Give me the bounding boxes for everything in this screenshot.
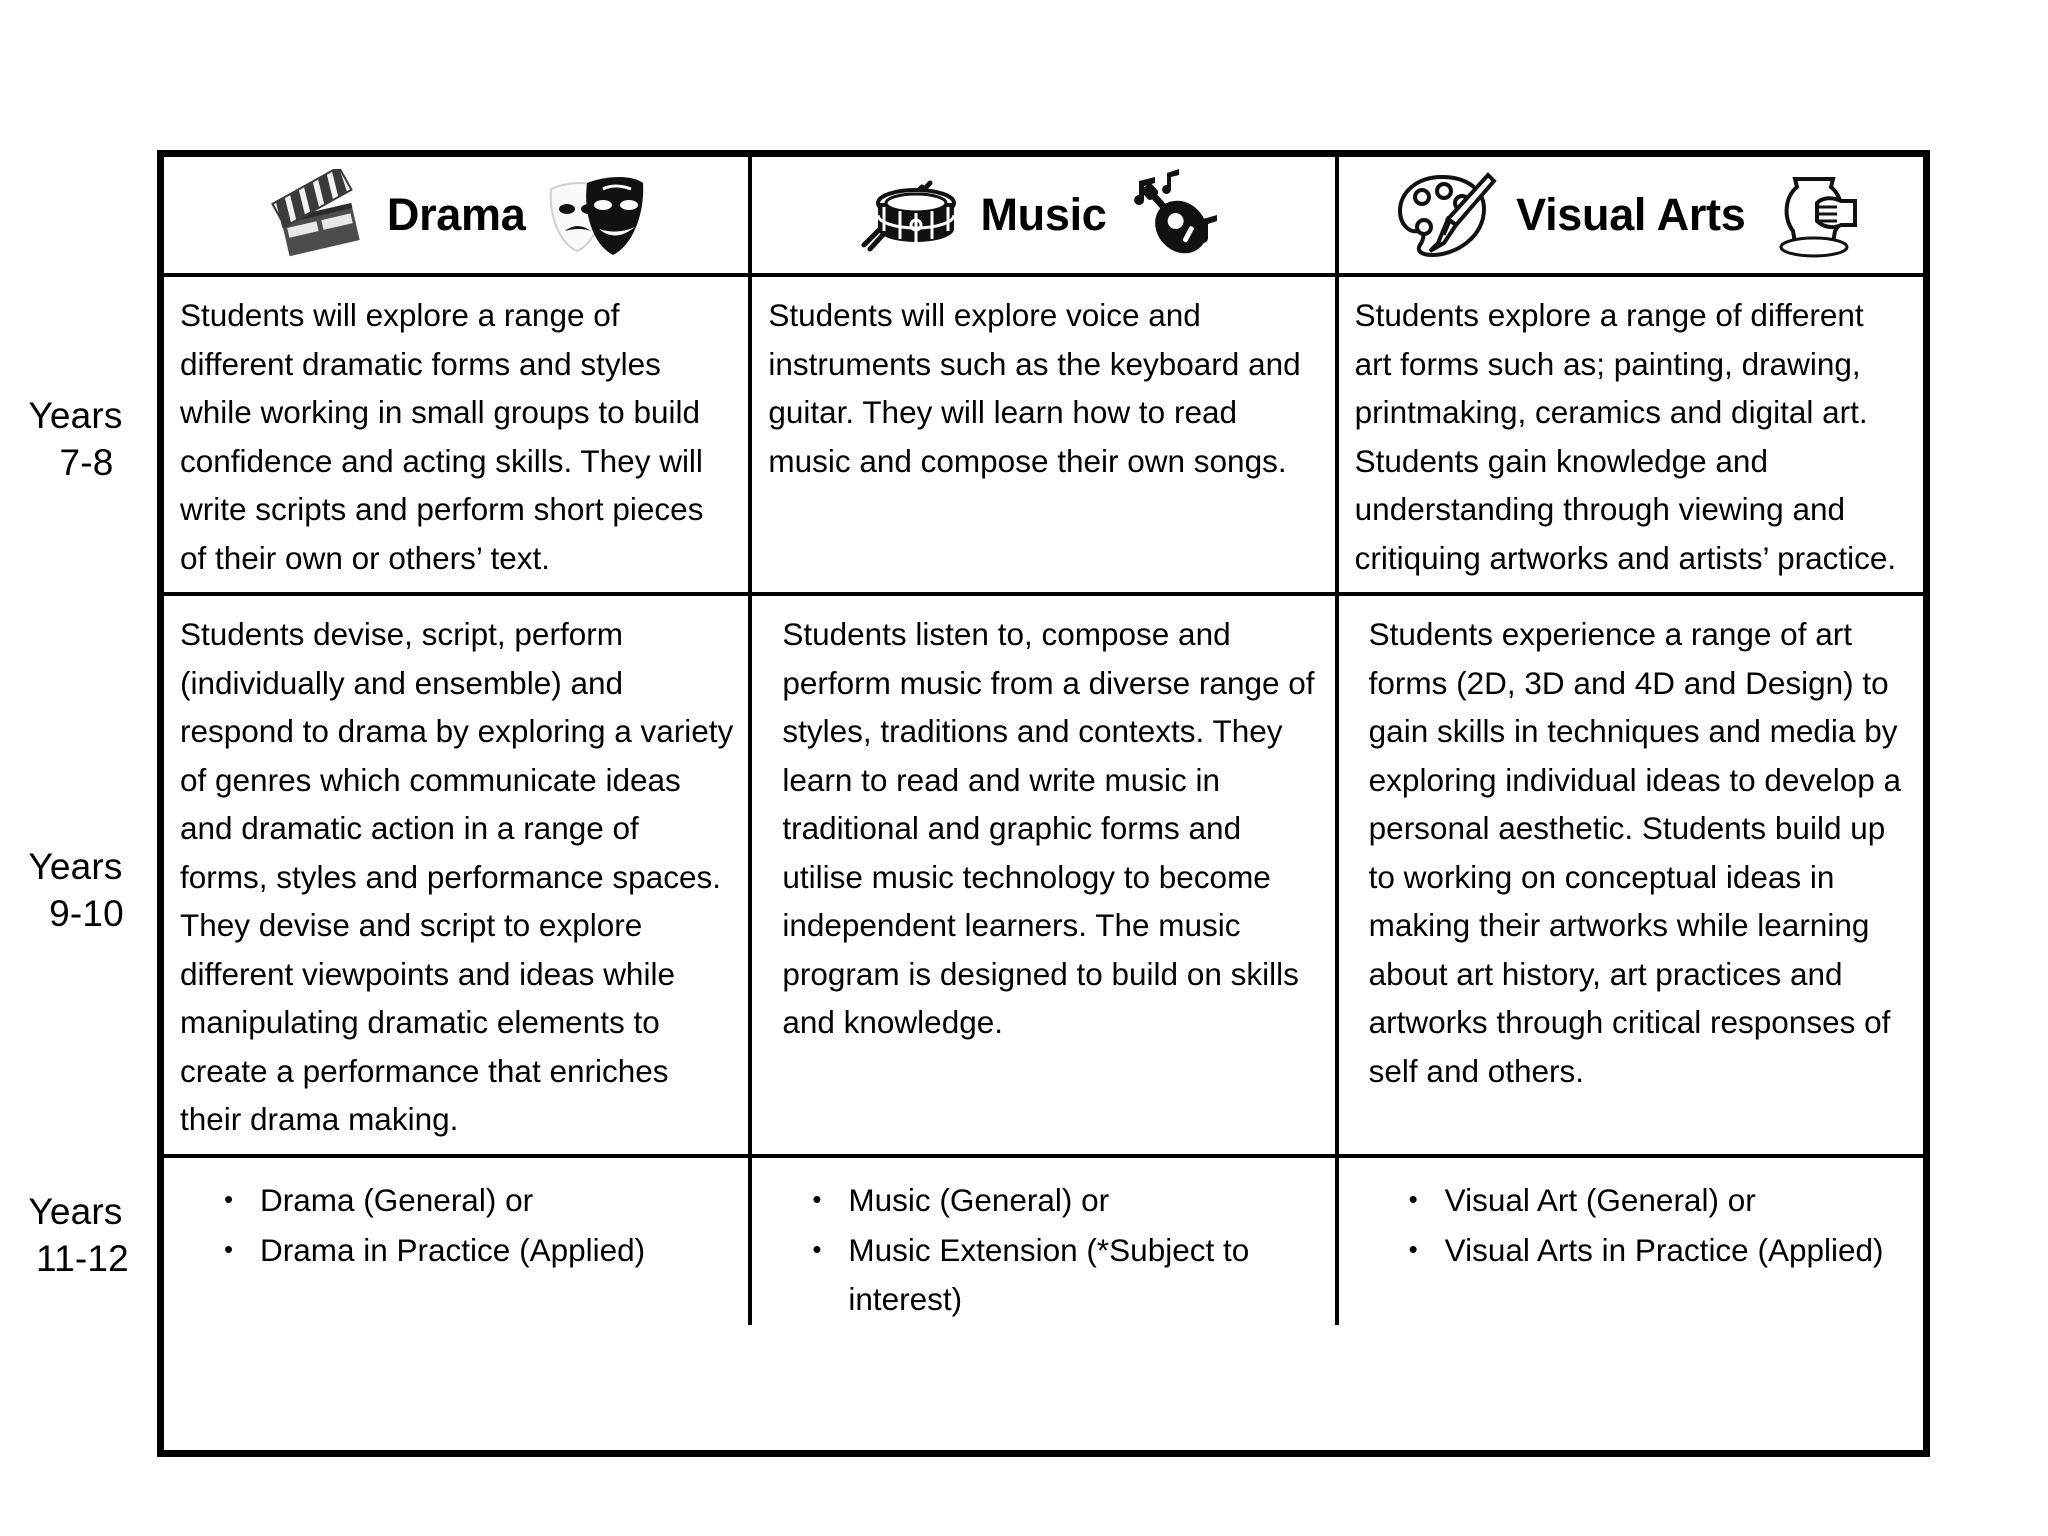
year-band-label-years-7-8 bbox=[0, 268, 157, 610]
snare-drum-icon bbox=[858, 169, 962, 261]
theatre-masks-icon bbox=[543, 169, 647, 261]
cell-years-11-12-visual-arts bbox=[1337, 1156, 1923, 1326]
cell-description: Students experience a range of art forms (2D, 3D and 4D and Design) to gain skills in techniques and media by exploring individual ideas to develop a personal aesthetic. Students build up to working on conceptual ideas in making their artworks while learning about art history, art practices and artworks through critical responses of self and others. bbox=[1368, 616, 1902, 1089]
year-band-label-line1: Years bbox=[28, 394, 123, 436]
year-band-label-line2: 7-8 bbox=[59, 442, 114, 483]
cell-years-11-12-drama bbox=[164, 1156, 750, 1326]
list-item: • Drama in Practice (Applied) bbox=[224, 1226, 748, 1275]
pathways-layout bbox=[0, 150, 1930, 1457]
cell-years-11-12-music bbox=[750, 1156, 1336, 1326]
table-row-years-7-8 bbox=[164, 275, 1923, 594]
course-option-list-drama bbox=[164, 1176, 748, 1275]
list-item: • Music (General) or bbox=[812, 1176, 1334, 1225]
year-band-label-years-9-10 bbox=[0, 610, 157, 1170]
cell-description: Students will explore voice and instruments such as the keyboard and guitar. They will learn how to read music and compose their own songs. bbox=[768, 297, 1301, 479]
cell-description: Students will explore a range of different dramatic forms and styles while working in small groups to build confidence and acting skills. They will write scripts and perform short pieces of their own or others’ text. bbox=[180, 297, 704, 576]
cell-years-7-8-visual-arts bbox=[1337, 275, 1923, 594]
table-row-years-9-10 bbox=[164, 594, 1923, 1156]
list-item: • Drama (General) or bbox=[224, 1176, 748, 1225]
column-title-music: Music bbox=[980, 189, 1107, 240]
year-band-column bbox=[0, 150, 157, 1457]
list-item: • Visual Art (General) or bbox=[1409, 1176, 1923, 1225]
header-cell-visual-arts bbox=[1337, 157, 1923, 275]
cell-description: Students explore a range of different art forms such as; painting, drawing, printmaking, ceramics and digital art. Students gain knowledge and understanding through viewing and critiquing artworks and artists’ practice. bbox=[1354, 297, 1897, 576]
year-band-label-line1: Years bbox=[28, 845, 123, 887]
clapperboard-icon bbox=[265, 169, 369, 261]
list-item: • Music Extension (*Subject to interest) bbox=[812, 1226, 1334, 1323]
course-option-list-music bbox=[752, 1176, 1334, 1324]
cell-years-9-10-music bbox=[750, 594, 1336, 1156]
subject-matrix-table bbox=[157, 150, 1930, 1457]
year-band-label-line2: 9-10 bbox=[49, 893, 124, 934]
header-content-drama bbox=[176, 157, 736, 273]
header-content-music bbox=[764, 157, 1322, 273]
year-band-label-line2: 11-12 bbox=[36, 1238, 129, 1280]
cell-years-7-8-music bbox=[750, 275, 1336, 594]
header-cell-music bbox=[750, 157, 1336, 275]
year-band-label-line1: Years bbox=[28, 1191, 123, 1232]
header-cell-drama bbox=[164, 157, 750, 275]
cell-description: Students devise, script, perform (individually and ensemble) and respond to drama by exploring a variety of genres which communicate ideas and dramatic action in a range of forms, styles and performance spaces. They devise and script to explore different viewpoints and ideas while manipulating dramatic elements to create a performance that enriches their drama making. bbox=[180, 616, 734, 1137]
paint-palette-brush-icon bbox=[1394, 169, 1498, 261]
cell-years-7-8-drama bbox=[164, 275, 750, 594]
table-header-row bbox=[164, 157, 1923, 275]
course-option-list-visual-arts bbox=[1339, 1176, 1923, 1275]
year-band-label-years-11-12 bbox=[0, 1170, 157, 1457]
cell-description: Students listen to, compose and perform music from a diverse range of styles, traditions and contexts. They learn to read and write music in traditional and graphic forms and utilise music technology to become independent learners. The music program is designed to build on skills and knowledge. bbox=[782, 616, 1315, 1040]
table-row-years-11-12 bbox=[164, 1156, 1923, 1326]
cell-years-9-10-drama bbox=[164, 594, 750, 1156]
list-item: • Visual Arts in Practice (Applied) bbox=[1409, 1226, 1923, 1275]
pottery-wheel-hand-icon bbox=[1763, 169, 1867, 261]
year-column-header-spacer bbox=[0, 150, 157, 268]
header-content-visual-arts bbox=[1351, 157, 1911, 273]
guitar-music-notes-icon bbox=[1125, 169, 1229, 261]
column-title-drama: Drama bbox=[386, 189, 526, 240]
cell-years-9-10-visual-arts bbox=[1337, 594, 1923, 1156]
column-title-visual-arts: Visual Arts bbox=[1516, 189, 1746, 240]
